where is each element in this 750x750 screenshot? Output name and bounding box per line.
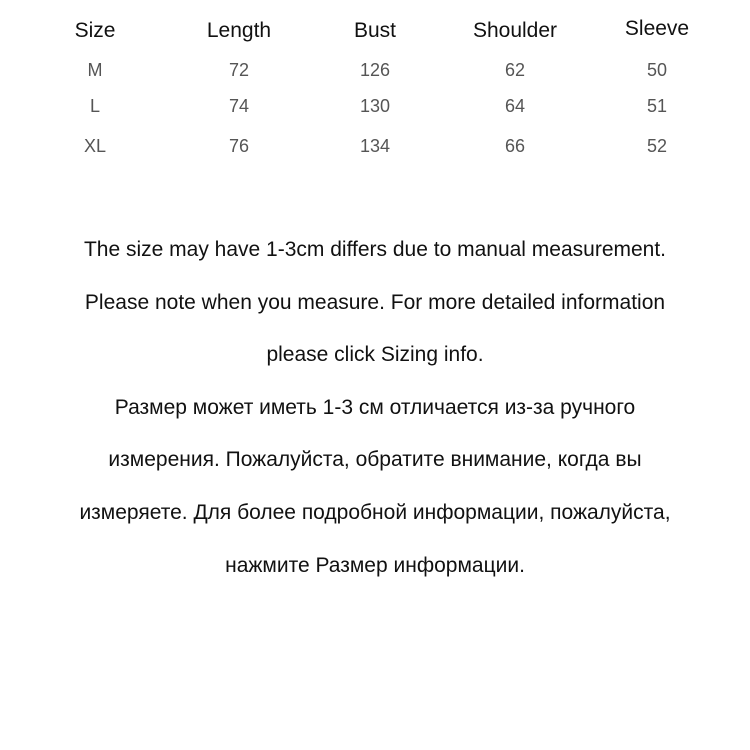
measurement-note: [0, 224, 750, 592]
row-l-bust: 130: [359, 96, 391, 116]
header-sleeve: Sleeve: [624, 17, 690, 40]
note-line-3: please click Sizing info.: [266, 343, 484, 367]
row-xl-bust: 134: [359, 136, 391, 156]
row-l-size: L: [89, 96, 101, 116]
note-line-6: измеряете. Для более подробной информации, пожалуйста,: [79, 500, 671, 524]
row-l-sleeve: 51: [646, 96, 668, 116]
row-xl-length: 76: [228, 136, 250, 156]
row-m-sleeve: 50: [646, 60, 668, 80]
note-line-1: The size may have 1-3cm differs due to manual measurement.: [83, 238, 667, 261]
row-m-size: M: [87, 60, 103, 80]
row-m-bust: 126: [359, 60, 391, 80]
header-bust: Bust: [353, 19, 397, 42]
header-length: Length: [206, 19, 272, 42]
row-xl-size: XL: [83, 136, 107, 156]
row-l-length: 74: [228, 96, 250, 116]
row-m-length: 72: [228, 60, 250, 80]
note-line-7: нажмите Размер информации.: [225, 553, 525, 577]
row-m-shoulder: 62: [504, 60, 526, 80]
row-xl-sleeve: 52: [646, 136, 668, 156]
note-line-4: Размер может иметь 1-3 см отличается из-за ручного: [114, 395, 636, 419]
header-size: Size: [74, 19, 116, 42]
note-line-2: Please note when you measure. For more detailed information: [84, 290, 666, 314]
header-shoulder: Shoulder: [472, 19, 558, 42]
note-line-5: измерения. Пожалуйста, обратите внимание, когда вы: [108, 448, 642, 472]
row-l-shoulder: 64: [504, 96, 526, 116]
row-xl-shoulder: 66: [504, 136, 526, 156]
